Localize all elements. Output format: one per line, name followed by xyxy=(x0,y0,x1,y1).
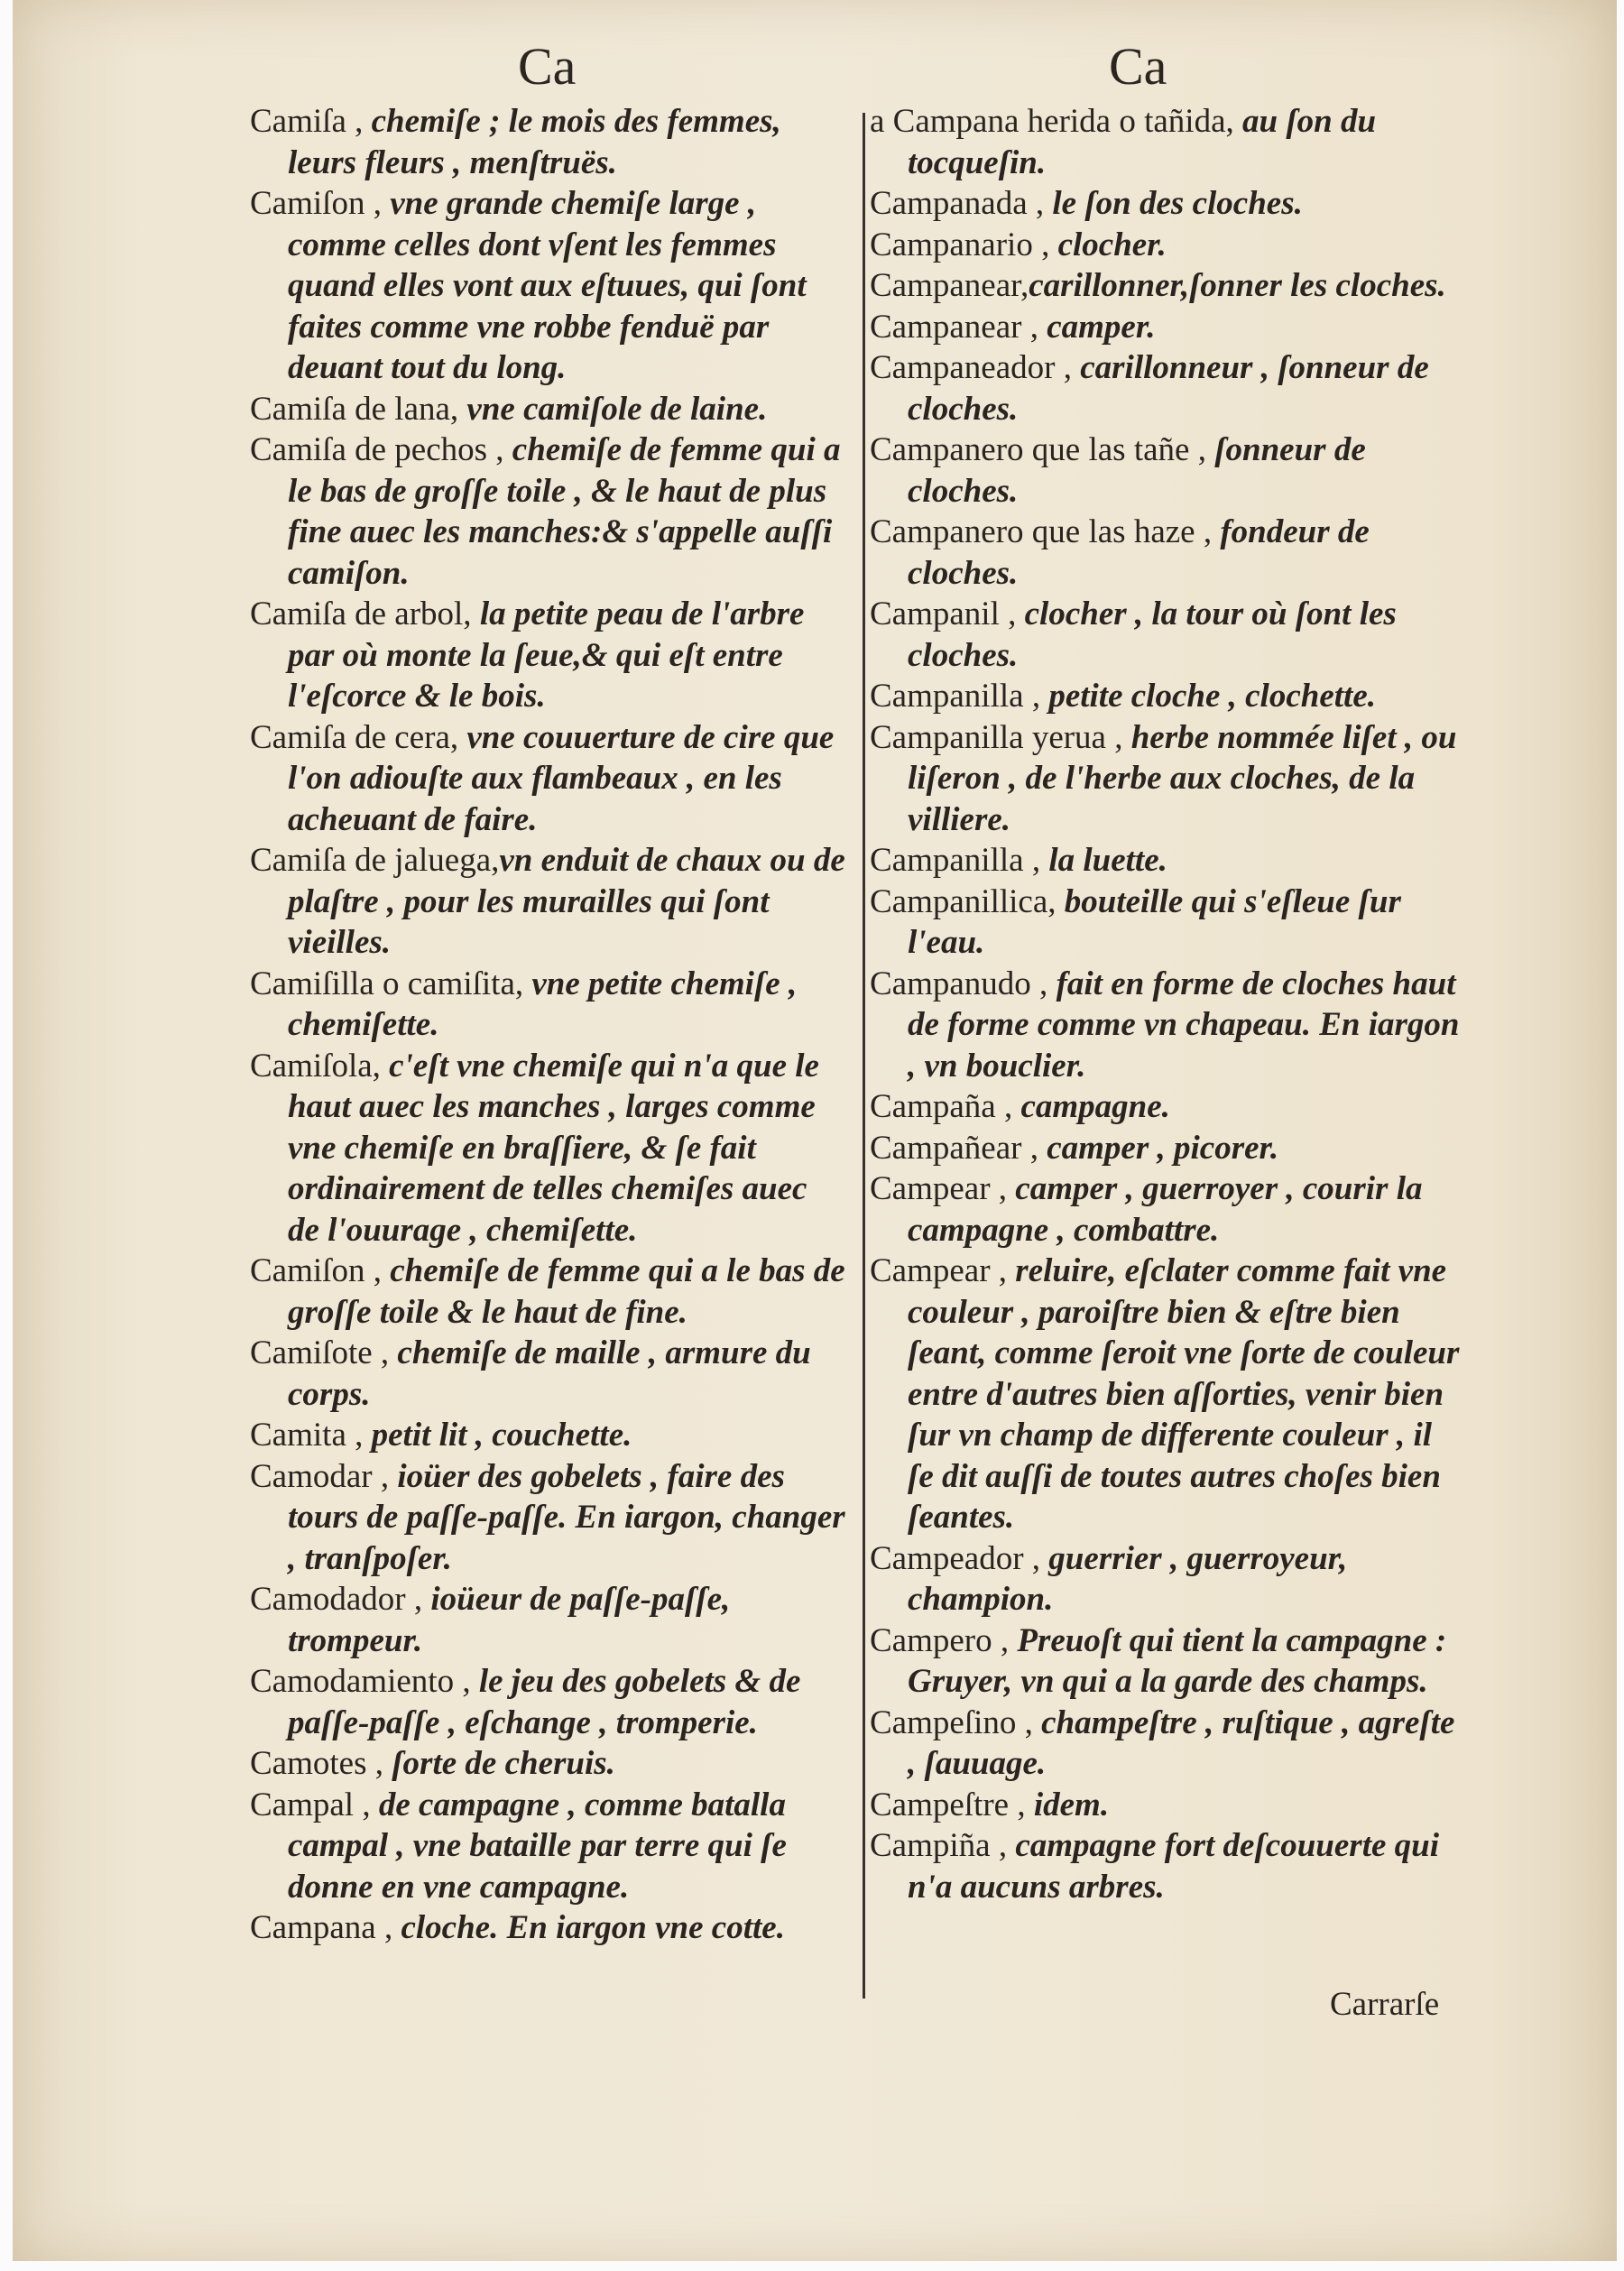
definition: c'eſt vne chemiſe qui n'a que le haut auec les manches , larges comme vne chemiſe en braſſiere, & ſe fait ordinairement de telles chemiſes auec de l'ouurage , chemiſette. xyxy=(288,1047,819,1249)
left-column xyxy=(250,101,845,1949)
definition: Preuoſt qui tient la campagne : Gruyer, vn qui a la garde des champs. xyxy=(908,1621,1447,1700)
catchword: Carrarſe xyxy=(1330,1986,1440,2023)
headword: a Campana herida o tañida, xyxy=(870,103,1242,140)
column-divider xyxy=(863,113,865,1999)
dictionary-entry xyxy=(250,1785,845,1908)
dictionary-entry xyxy=(250,1907,845,1949)
right-column xyxy=(870,101,1463,1907)
dictionary-entry xyxy=(870,101,1463,183)
definition: vne petite chemiſe , chemiſette. xyxy=(288,965,798,1043)
headword: Camiſote , xyxy=(250,1334,398,1371)
dictionary-entry xyxy=(870,1785,1463,1826)
dictionary-entry xyxy=(250,1743,845,1785)
dictionary-entry xyxy=(870,307,1463,348)
headword: Campear , xyxy=(870,1252,1016,1289)
definition: clocher , la tour où ſont les cloches. xyxy=(908,595,1397,674)
definition: le jeu des gobelets & de paſſe-paſſe , eſchange , tromperie. xyxy=(288,1663,801,1741)
headword: Camiſola, xyxy=(250,1047,390,1085)
dictionary-entry xyxy=(870,1703,1463,1785)
definition: ioüer des gobelets , faire des tours de paſſe-paſſe. En iargon, changer , tranſpoſer. xyxy=(288,1457,845,1577)
headword: Camiſa de lana, xyxy=(250,390,467,428)
definition: carillonneur , ſonneur de cloches. xyxy=(908,349,1429,428)
dictionary-entry xyxy=(250,594,845,717)
headword: Camodar , xyxy=(250,1457,398,1495)
dictionary-entry xyxy=(870,429,1463,512)
definition: vne grande chemiſe large , comme celles dont vſent les femmes quand elles vont aux eſtuues, qui ſont faites comme vne robbe fenduë par deuant tout du long. xyxy=(288,185,807,386)
definition: chemiſe ; le mois des femmes, leurs fleurs , menſtruës. xyxy=(288,103,781,181)
headword: Campanero que las tañe , xyxy=(870,431,1215,468)
definition: vne couuerture de cire que l'on adiouſte aux flambeaux , en les acheuant de faire. xyxy=(288,718,835,838)
definition: clocher. xyxy=(1057,226,1167,263)
dictionary-entry xyxy=(870,676,1463,717)
headword: Campeſtre , xyxy=(870,1786,1034,1823)
book-page xyxy=(13,0,1617,2261)
headword: Campanilla , xyxy=(870,842,1049,879)
dictionary-entry xyxy=(250,1415,845,1456)
definition: idem. xyxy=(1033,1786,1110,1823)
definition: petit lit , couchette. xyxy=(371,1417,632,1454)
definition: la luette. xyxy=(1048,842,1167,879)
headword: Campal , xyxy=(250,1786,379,1823)
dictionary-entry xyxy=(870,225,1463,266)
headword: Camita , xyxy=(250,1417,372,1454)
headword: Campero , xyxy=(870,1621,1018,1659)
dictionary-entry xyxy=(870,183,1463,225)
dictionary-entry xyxy=(250,1046,845,1251)
headword: Camiſa , xyxy=(250,103,372,140)
dictionary-entry xyxy=(870,1086,1463,1128)
dictionary-entry xyxy=(250,964,845,1046)
definition: champeſtre , ruſtique , agreſte , ſauuage. xyxy=(908,1703,1455,1782)
headword: Camodamiento , xyxy=(250,1663,479,1700)
definition: campagne. xyxy=(1020,1088,1170,1125)
dictionary-entry xyxy=(870,964,1463,1087)
headword: Campeador , xyxy=(870,1539,1049,1577)
headword: Campiña , xyxy=(870,1827,1016,1864)
headword: Campaña , xyxy=(870,1088,1021,1125)
dictionary-entry xyxy=(870,840,1463,882)
definition: de campagne , comme batalla campal , vne bataille par terre qui ſe donne en vne campagne. xyxy=(288,1786,787,1906)
definition: chemiſe de femme qui a le bas de groſſe toile , & le haut de plus fine auec les manches:& s'appelle auſſi camiſon. xyxy=(288,431,841,592)
definition: ſonneur de cloches. xyxy=(908,431,1366,510)
dictionary-entry xyxy=(250,389,845,430)
dictionary-entry xyxy=(870,1620,1463,1703)
headword: Camiſa de cera, xyxy=(250,718,467,756)
definition: fondeur de cloches. xyxy=(908,513,1370,592)
headword: Campanil , xyxy=(870,595,1025,632)
definition: carillonner,ſonner les cloches. xyxy=(1029,267,1446,304)
headword: Camiſa de jaluega, xyxy=(250,842,500,879)
definition: cloche. En iargon vne cotte. xyxy=(401,1909,785,1946)
dictionary-entry xyxy=(870,1538,1463,1620)
dictionary-entry xyxy=(870,512,1463,594)
definition: le ſon des cloches. xyxy=(1052,185,1303,222)
dictionary-entry xyxy=(250,1456,845,1580)
definition: ioüeur de paſſe-paſſe, trompeur. xyxy=(288,1581,731,1659)
definition: chemiſe de femme qui a le bas de groſſe toile & le haut de fine. xyxy=(288,1252,845,1331)
running-head-right: Ca xyxy=(1109,37,1167,96)
definition: reluire, eſclater comme fait vne couleur , paroiſtre bien & eſtre bien ſeant, comme ſeroit vne ſorte de couleur entre d'autres bien aſſorties, venir bien ſur vn champ de differente couleur , il ſe dit auſſi de toutes autres choſes bien ſeantes. xyxy=(908,1252,1460,1536)
definition: au ſon du tocqueſin. xyxy=(908,103,1377,181)
dictionary-entry xyxy=(250,1579,845,1661)
headword: Campanero que las haze , xyxy=(870,513,1221,550)
definition: la petite peau de l'arbre par où monte la ſeue,& qui eſt entre l'eſcorce & le bois. xyxy=(288,595,805,715)
dictionary-entry xyxy=(870,265,1463,307)
dictionary-entry xyxy=(870,717,1463,841)
headword: Campanario , xyxy=(870,226,1058,263)
definition: petite cloche , clochette. xyxy=(1048,678,1376,715)
definition: guerrier , guerroyeur, champion. xyxy=(908,1539,1348,1618)
headword: Camiſon , xyxy=(250,185,391,222)
dictionary-entry xyxy=(250,1661,845,1743)
definition: vne camiſole de laine. xyxy=(466,390,768,428)
dictionary-entry xyxy=(250,429,845,594)
definition: camper , guerroyer , courir la campagne , combattre. xyxy=(908,1170,1423,1249)
dictionary-entry xyxy=(870,882,1463,964)
dictionary-entry xyxy=(870,594,1463,676)
headword: Campañear , xyxy=(870,1129,1047,1167)
headword: Campanillica, xyxy=(870,882,1065,920)
headword: Campanear , xyxy=(870,308,1047,346)
dictionary-entry xyxy=(870,1825,1463,1907)
headword: Campanilla , xyxy=(870,678,1049,715)
headword: Camiſa de arbol, xyxy=(250,595,480,632)
definition: ſorte de cheruis. xyxy=(392,1745,615,1782)
definition: camper , picorer. xyxy=(1047,1129,1279,1167)
dictionary-entry xyxy=(250,1333,845,1415)
dictionary-entry xyxy=(250,840,845,964)
running-head-left: Ca xyxy=(518,37,577,96)
headword: Camiſa de pechos , xyxy=(250,431,512,468)
headword: Camiſilla o camiſita, xyxy=(250,965,532,1002)
definition: campagne fort deſcouuerte qui n'a aucuns arbres. xyxy=(908,1827,1439,1906)
headword: Campanilla yerua , xyxy=(870,718,1131,756)
definition: bouteille qui s'eſleue ſur l'eau. xyxy=(908,882,1401,961)
dictionary-entry xyxy=(870,1128,1463,1169)
dictionary-entry xyxy=(870,1251,1463,1538)
headword: Campanudo , xyxy=(870,965,1057,1002)
dictionary-entry xyxy=(870,1168,1463,1251)
headword: Campaneador , xyxy=(870,349,1081,386)
definition: fait en forme de cloches haut de forme comme vn chapeau. En iargon , vn bouclier. xyxy=(908,965,1460,1085)
dictionary-entry xyxy=(870,347,1463,429)
headword: Campear , xyxy=(870,1170,1016,1207)
headword: Camotes , xyxy=(250,1745,392,1782)
headword: Campana , xyxy=(250,1909,401,1946)
definition: chemiſe de maille , armure du corps. xyxy=(288,1334,811,1413)
headword: Campeſino , xyxy=(870,1703,1042,1741)
dictionary-entry xyxy=(250,183,845,389)
definition: herbe nommée liſet , ou liſeron , de l'herbe aux cloches, de la villiere. xyxy=(908,718,1457,838)
dictionary-entry xyxy=(250,1251,845,1333)
dictionary-entry xyxy=(250,101,845,183)
headword: Camiſon , xyxy=(250,1252,391,1289)
headword: Campanear, xyxy=(870,267,1029,304)
definition: camper. xyxy=(1047,308,1156,346)
headword: Camodador , xyxy=(250,1581,431,1618)
definition: vn enduit de chaux ou de plaſtre , pour les murailles qui ſont vieilles. xyxy=(288,842,845,961)
dictionary-entry xyxy=(250,717,845,841)
headword: Campanada , xyxy=(870,185,1053,222)
